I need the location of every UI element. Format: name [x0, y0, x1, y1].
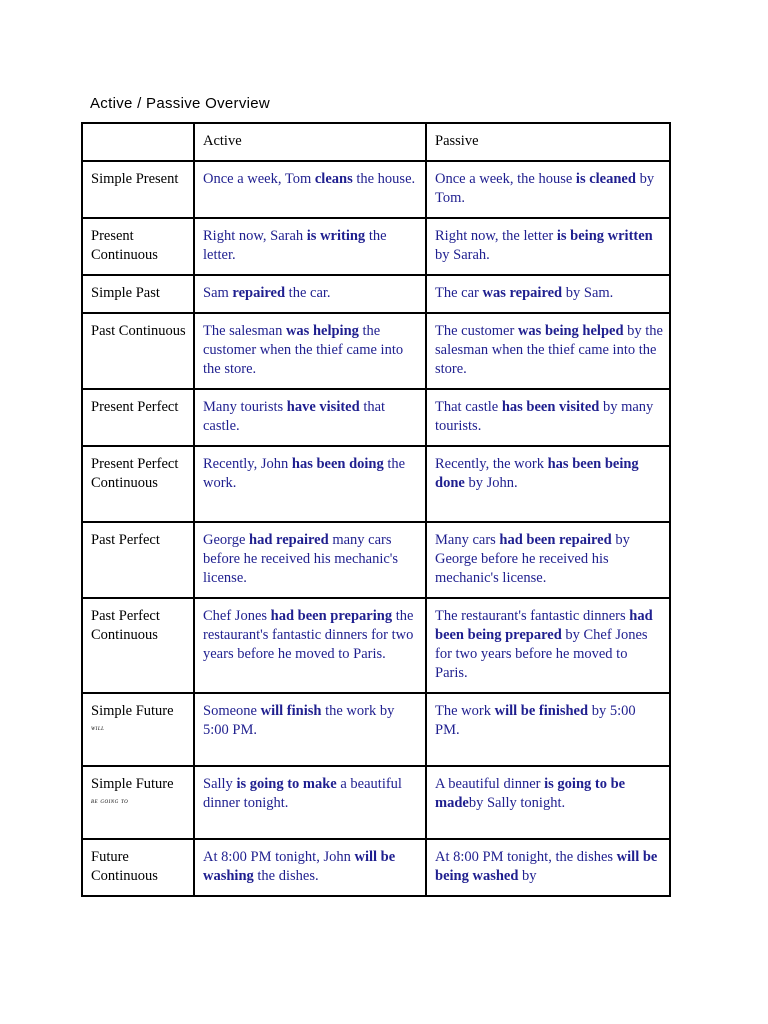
verb-phrase: is cleaned [575, 171, 636, 187]
tense-form-note: will [91, 724, 105, 732]
table-row [82, 598, 670, 693]
sentence-text: Chef Jones [203, 608, 271, 624]
table-row [82, 446, 670, 522]
sentence-text: Recently, John [203, 456, 292, 472]
active-example-cell [194, 598, 426, 693]
verb-phrase: was being helped [517, 323, 624, 339]
tense-name: Simple Future [91, 776, 174, 792]
tense-name: Past Perfect Continuous [91, 608, 160, 643]
table-row [82, 839, 670, 896]
tense-name: Present Continuous [91, 228, 158, 263]
passive-example-cell [426, 389, 670, 446]
tense-cell [82, 598, 194, 693]
sentence-text: Right now, the letter [435, 228, 557, 244]
verb-phrase: is writing [306, 228, 366, 244]
sentence-text: by Chef Jones for two years before he moved to Paris. [435, 627, 648, 681]
sentence-text: the car. [285, 285, 331, 301]
page-title: Active / Passive Overview [90, 95, 271, 112]
sentence-text: by Tom. [435, 171, 655, 206]
verb-phrase: will be washing [203, 849, 396, 884]
active-example-cell [194, 389, 426, 446]
tense-name: Past Perfect [91, 532, 160, 548]
tense-cell [82, 766, 194, 839]
sentence-text: George [203, 532, 250, 548]
header-passive: Passive [426, 123, 670, 161]
table-row [82, 693, 670, 766]
sentence-text: by the salesman when the thief came into the store. [435, 323, 663, 377]
verb-phrase: is going to be made [435, 776, 626, 811]
tense-cell [82, 161, 194, 218]
verb-phrase: was repaired [482, 285, 563, 301]
sentence-text: The salesman [203, 323, 286, 339]
verb-phrase: was helping [285, 323, 359, 339]
sentence-text: by 5:00 PM. [435, 703, 636, 738]
sentence-text: A beautiful dinner [435, 776, 545, 792]
sentence-text: Many tourists [203, 399, 287, 415]
sentence-text: by George before he received his mechanic's license. [435, 532, 630, 586]
active-example-cell [194, 446, 426, 522]
active-example-cell [194, 839, 426, 896]
passive-example-cell [426, 275, 670, 313]
sentence-text: the work by 5:00 PM. [203, 703, 395, 738]
sentence-text: The car [435, 285, 483, 301]
tense-cell [82, 522, 194, 598]
verb-phrase: has been visited [501, 399, 600, 415]
sentence-text: That castle [435, 399, 502, 415]
verb-phrase: had been preparing [270, 608, 393, 624]
tense-cell [82, 275, 194, 313]
sentence-text: At 8:00 PM tonight, John [203, 849, 355, 865]
sentence-text: Many cars [435, 532, 500, 548]
sentence-text: by Sally tonight. [468, 795, 566, 811]
tense-cell [82, 446, 194, 522]
sentence-text: Sally [203, 776, 237, 792]
table-row [82, 766, 670, 839]
sentence-text: by Sam. [562, 285, 614, 301]
tense-name: Future Continuous [91, 849, 158, 884]
passive-example-cell [426, 766, 670, 839]
sentence-text: the restaurant's fantastic dinners for two years before he moved to Paris. [203, 608, 414, 662]
passive-example-cell [426, 446, 670, 522]
sentence-text: a beautiful dinner tonight. [203, 776, 402, 811]
tense-name: Simple Future [91, 703, 174, 719]
sentence-text: Recently, the work [435, 456, 548, 472]
tense-cell [82, 313, 194, 389]
sentence-text: the work. [203, 456, 406, 491]
active-example-cell [194, 766, 426, 839]
header-blank-cell [82, 123, 194, 161]
tense-name: Present Perfect [91, 399, 179, 415]
verb-phrase: has been being done [435, 456, 639, 491]
verb-phrase: had been being prepared [435, 608, 653, 643]
sentence-text: Once a week, Tom [203, 171, 315, 187]
tense-name: Past Continuous [91, 323, 186, 339]
active-example-cell [194, 161, 426, 218]
tense-cell [82, 839, 194, 896]
active-passive-table [81, 122, 671, 897]
verb-phrase: is being written [556, 228, 653, 244]
tense-name: Simple Past [91, 285, 160, 301]
passive-example-cell [426, 218, 670, 275]
tense-name: Present Perfect Continuous [91, 456, 179, 491]
sentence-text: The work [435, 703, 495, 719]
passive-example-cell [426, 839, 670, 896]
passive-example-cell [426, 693, 670, 766]
tense-name: Simple Present [91, 171, 179, 187]
active-example-cell [194, 693, 426, 766]
sentence-text: The restaurant's fantastic dinners [435, 608, 630, 624]
tense-cell [82, 218, 194, 275]
sentence-text: the letter. [203, 228, 387, 263]
active-example-cell [194, 275, 426, 313]
passive-example-cell [426, 313, 670, 389]
sentence-text: the dishes. [253, 868, 319, 884]
table-row [82, 389, 670, 446]
tense-form-note: be going to [91, 797, 129, 805]
table-header-row [82, 123, 670, 161]
table-row [82, 275, 670, 313]
verb-phrase: will finish [260, 703, 322, 719]
sentence-text: At 8:00 PM tonight, the dishes [435, 849, 617, 865]
sentence-text: Sam [203, 285, 233, 301]
sentence-text: by many tourists. [435, 399, 654, 434]
passive-example-cell [426, 161, 670, 218]
header-active: Active [194, 123, 426, 161]
active-example-cell [194, 313, 426, 389]
sentence-text: The customer [435, 323, 518, 339]
verb-phrase: will be finished [494, 703, 589, 719]
verb-phrase: repaired [232, 285, 286, 301]
verb-phrase: have visited [286, 399, 360, 415]
active-example-cell [194, 522, 426, 598]
verb-phrase: is going to make [236, 776, 337, 792]
table-row [82, 313, 670, 389]
passive-example-cell [426, 598, 670, 693]
verb-phrase: will be being washed [435, 849, 658, 884]
table-row [82, 218, 670, 275]
sentence-text: many cars before he received his mechanic's license. [203, 532, 399, 586]
sentence-text: the customer when the thief came into the store. [203, 323, 404, 377]
sentence-text: the house. [352, 171, 416, 187]
verb-phrase: cleans [314, 171, 353, 187]
sentence-text: Right now, Sarah [203, 228, 307, 244]
tense-cell [82, 693, 194, 766]
sentence-text: by [518, 868, 537, 884]
verb-phrase: had repaired [249, 532, 329, 548]
tense-cell [82, 389, 194, 446]
sentence-text: Someone [203, 703, 261, 719]
verb-phrase: has been doing [291, 456, 384, 472]
sentence-text: by John. [464, 475, 518, 491]
active-example-cell [194, 218, 426, 275]
table-row [82, 522, 670, 598]
table-row [82, 161, 670, 218]
sentence-text: Once a week, the house [435, 171, 576, 187]
sentence-text: that castle. [203, 399, 386, 434]
verb-phrase: had been repaired [499, 532, 612, 548]
sentence-text: by Sarah. [435, 247, 490, 263]
passive-example-cell [426, 522, 670, 598]
